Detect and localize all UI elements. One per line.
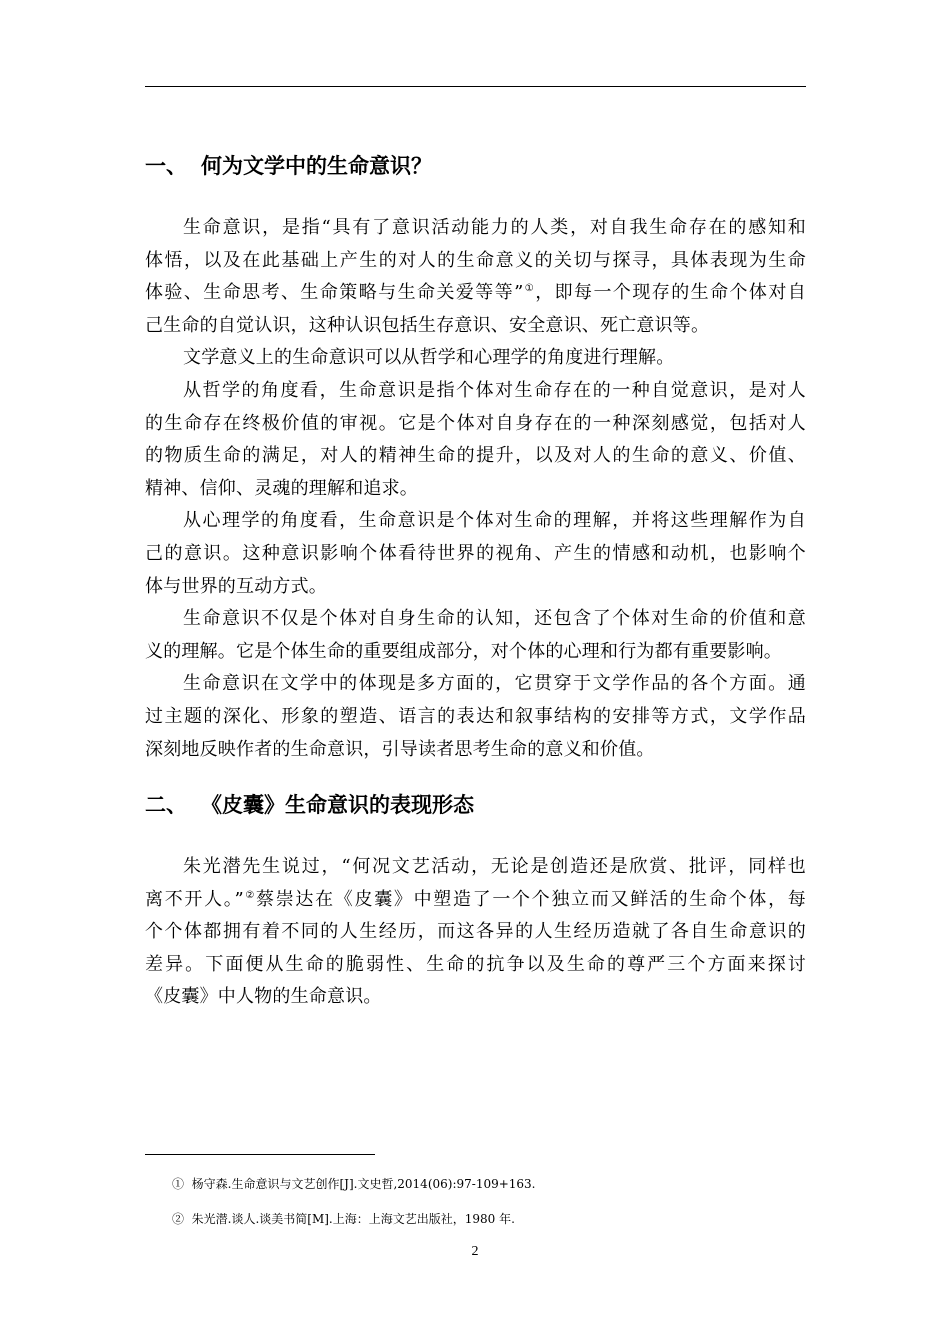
text-line: 过主题的深化、形象的塑造、语言的表达和叙事结构的安排等方式，文学作品 bbox=[145, 705, 806, 727]
text-line: 生命意识在文学中的体现是多方面的，它贯穿于文学作品的各个方面。通 bbox=[183, 673, 806, 695]
text-line: 的生命存在终极价值的审视。它是个体对自身存在的一种深刻感觉，包括对人 bbox=[145, 412, 806, 434]
footnote-marker: ① bbox=[523, 283, 536, 295]
text-line: 体与世界的互动方式。 bbox=[145, 575, 327, 597]
text-line: 从心理学的角度看，生命意识是个体对生命的理解，并将这些理解作为自 bbox=[183, 510, 806, 532]
section-title: 何为文学中的生命意识？ bbox=[201, 154, 432, 178]
header-rule bbox=[145, 86, 806, 87]
section-number: 二、 bbox=[145, 793, 187, 817]
text-line: 精神、信仰、灵魂的理解和追求。 bbox=[145, 477, 418, 499]
text-line: 深刻地反映作者的生命意识，引导读者思考生命的意义和价值。 bbox=[145, 738, 655, 760]
footnote-mark: ① bbox=[172, 1177, 185, 1191]
page-number: 2 bbox=[471, 1244, 479, 1259]
text-line: 文学意义上的生命意识可以从哲学和心理学的角度进行理解。 bbox=[183, 347, 675, 369]
text-line: 《皮囊》中人物的生命意识。 bbox=[145, 986, 382, 1008]
footnote-text: 杨守森.生命意识与文艺创作[J].文史哲,2014(06):97-109+163. bbox=[191, 1177, 536, 1191]
paragraph bbox=[145, 212, 806, 766]
footnote-separator bbox=[145, 1154, 375, 1155]
paragraph bbox=[145, 851, 806, 1014]
text-line: 体悟，以及在此基础上产生的对人的生命意义的关切与探寻，具体表现为生命 bbox=[145, 249, 806, 271]
section-heading-2 bbox=[145, 790, 806, 820]
text-run: 蔡崇达在《皮囊》中塑造了一个个独立而又鲜活的生命个体，每 bbox=[256, 888, 806, 910]
footnote-1 bbox=[172, 1175, 536, 1193]
text-line: 的物质生命的满足，对人的精神生命的提升，以及对人的生命的意义、价值、 bbox=[145, 445, 806, 467]
text-run: 体验、生命思考、生命策略与生命关爱等等” bbox=[145, 282, 524, 304]
footnote-text: 朱光潜.谈人.谈美书简[M].上海：上海文艺出版社，1980 年. bbox=[191, 1212, 515, 1226]
text-line: 从哲学的角度看，生命意识是指个体对生命存在的一种自觉意识，是对人 bbox=[183, 379, 806, 401]
footnote-marker: ② bbox=[243, 889, 257, 901]
text-line: 己生命的自觉认识，这种认识包括生存意识、安全意识、死亡意识等。 bbox=[145, 314, 710, 336]
text-run: ，即每一个现存的生命个体对自 bbox=[535, 282, 806, 304]
section-number: 一、 bbox=[145, 154, 187, 178]
section-heading-1 bbox=[145, 151, 806, 181]
text-line bbox=[145, 884, 806, 917]
text-run: 离不开人。” bbox=[145, 888, 244, 910]
text-line: 己的意识。这种意识影响个体看待世界的视角、产生的情感和动机，也影响个 bbox=[145, 542, 806, 564]
text-line: 个个体都拥有着不同的人生经历，而这各异的人生经历造就了各自生命意识的 bbox=[145, 921, 806, 943]
section-title: 《皮囊》生命意识的表现形态 bbox=[201, 793, 474, 817]
text-line bbox=[145, 277, 806, 310]
text-line: 生命意识不仅是个体对自身生命的认知，还包含了个体对生命的价值和意 bbox=[183, 608, 806, 630]
text-line: 义的理解。它是个体生命的重要组成部分，对个体的心理和行为都有重要影响。 bbox=[145, 640, 782, 662]
text-line: 差异。下面便从生命的脆弱性、生命的抗争以及生命的尊严三个方面来探讨 bbox=[145, 953, 806, 975]
footnote-2 bbox=[172, 1210, 515, 1228]
footnote-mark: ② bbox=[172, 1212, 185, 1226]
text-line: 生命意识，是指“具有了意识活动能力的人类，对自我生命存在的感知和 bbox=[183, 217, 806, 238]
text-line: 朱光潜先生说过，“何况文艺活动，无论是创造还是欣赏、批评，同样也 bbox=[183, 856, 806, 877]
